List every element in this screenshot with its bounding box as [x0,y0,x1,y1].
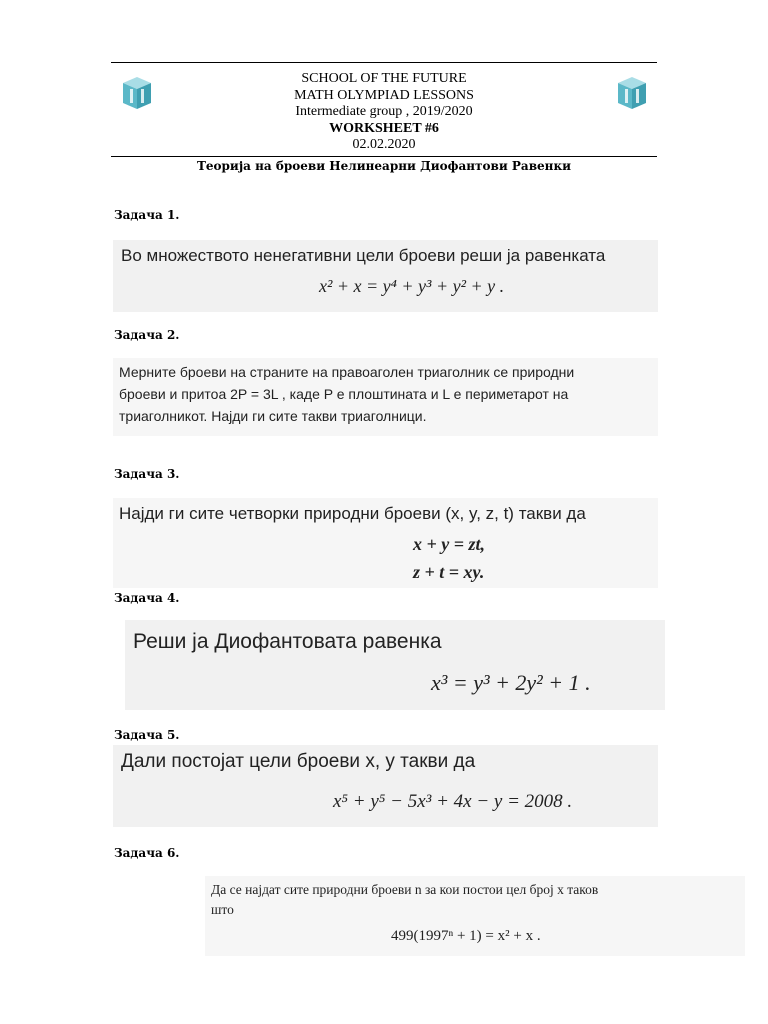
task-2-label: Задача 2. [114,328,180,342]
task-5-label: Задача 5. [114,728,180,742]
task-3-text: Најди ги сите четворки природни броеви (x, y, z, t) такви да [119,504,586,523]
task-5-content [113,745,658,827]
task-3-equation-1: x + y = zt, [413,534,486,554]
course-name: MATH OLYMPIAD LESSONS [294,88,474,103]
school-name: SCHOOL OF THE FUTURE [301,71,467,86]
task-4-label: Задача 4. [114,591,180,605]
task-3-content [113,498,658,588]
task-1-content [113,240,658,312]
task-6-label: Задача 6. [114,846,180,860]
task-1-text: Во множеството ненегативни цели броеви реши ја равенката [121,246,606,265]
header-top-rule [111,62,657,63]
task-4-content [125,620,665,710]
task-3-equation-2: z + t = xy. [413,562,485,582]
task-5-text: Дали постојат цели броеви x, y такви да [121,751,476,772]
task-2-line-3: триаголникот. Најди ги сите такви триаголници. [119,408,427,424]
worksheet-date: 02.02.2020 [352,137,416,152]
worksheet-title: WORKSHEET #6 [329,121,439,136]
task-6-line-1: Да се најдат сите природни броеви n за кои постои цел број x таков [211,882,599,897]
task-4-equation: x³ = y³ + 2y² + 1 . [431,670,591,695]
task-2-content [113,358,658,436]
header-bottom-rule [111,156,657,157]
task-1-equation: x² + x = y⁴ + y³ + y² + y . [319,276,505,296]
task-3-label: Задача 3. [114,467,180,481]
task-4-text: Реши ја Диофантовата равенка [133,630,442,653]
task-5-equation: x⁵ + y⁵ − 5x³ + 4x − y = 2008 . [333,791,573,812]
worksheet-subtitle: Теорија на броеви Нелинеарни Диофантови Равенки [196,159,572,173]
task-2-line-1: Мерните броеви на страните на правоаголен триаголник се природни [119,364,575,380]
group-line: Intermediate group , 2019/2020 [295,104,473,119]
task-6-equation: 499(1997ⁿ + 1) = x² + x . [391,928,541,944]
task-6-line-2: што [211,902,234,917]
task-6-content [205,876,745,956]
task-2-line-2: броеви и притоа 2P = 3L , каде P е плоштината и L е периметарот на [119,386,569,402]
task-1-label: Задача 1. [114,208,180,222]
